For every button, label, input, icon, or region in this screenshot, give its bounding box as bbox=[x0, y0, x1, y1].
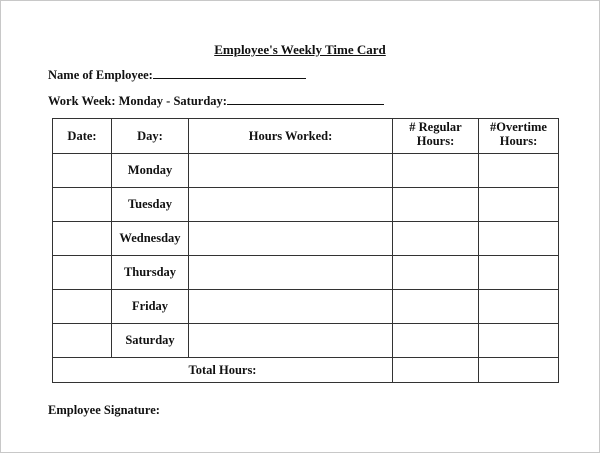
table-row bbox=[53, 290, 559, 324]
overtime-hours-cell[interactable] bbox=[479, 154, 559, 188]
day-cell: Saturday bbox=[112, 324, 189, 358]
hours-worked-cell[interactable] bbox=[189, 188, 393, 222]
date-cell[interactable] bbox=[53, 188, 112, 222]
hours-worked-cell[interactable] bbox=[189, 222, 393, 256]
regular-hours-cell[interactable] bbox=[393, 188, 479, 222]
day-cell: Thursday bbox=[112, 256, 189, 290]
date-cell[interactable] bbox=[53, 256, 112, 290]
header-regular-line1: # Regular bbox=[409, 120, 462, 134]
date-cell[interactable] bbox=[53, 290, 112, 324]
day-cell: Tuesday bbox=[112, 188, 189, 222]
overtime-hours-cell[interactable] bbox=[479, 188, 559, 222]
table-row bbox=[53, 256, 559, 290]
day-cell: Wednesday bbox=[112, 222, 189, 256]
regular-hours-cell[interactable] bbox=[393, 256, 479, 290]
date-cell[interactable] bbox=[53, 324, 112, 358]
header-day: Day: bbox=[112, 119, 189, 154]
header-regular-line2: Hours: bbox=[416, 134, 455, 148]
header-overtime-hours bbox=[479, 119, 559, 154]
overtime-hours-cell[interactable] bbox=[479, 290, 559, 324]
table-row bbox=[53, 154, 559, 188]
total-overtime-hours-cell[interactable] bbox=[479, 358, 559, 383]
regular-hours-cell[interactable] bbox=[393, 222, 479, 256]
table-row bbox=[53, 188, 559, 222]
header-regular-hours bbox=[393, 119, 479, 154]
employee-name-label: Name of Employee: bbox=[48, 68, 153, 82]
employee-name-field bbox=[48, 67, 306, 83]
regular-hours-cell[interactable] bbox=[393, 290, 479, 324]
total-row bbox=[53, 358, 559, 383]
overtime-hours-cell[interactable] bbox=[479, 256, 559, 290]
work-week-field bbox=[48, 93, 384, 109]
employee-signature-label: Employee Signature: bbox=[48, 403, 160, 417]
hours-worked-cell[interactable] bbox=[189, 290, 393, 324]
regular-hours-cell[interactable] bbox=[393, 324, 479, 358]
hours-worked-cell[interactable] bbox=[189, 154, 393, 188]
header-overtime-line2: Hours: bbox=[499, 134, 538, 148]
table-row bbox=[53, 324, 559, 358]
header-hours-worked: Hours Worked: bbox=[189, 119, 393, 154]
day-cell: Friday bbox=[112, 290, 189, 324]
total-hours-label: Total Hours: bbox=[53, 358, 393, 383]
table-row bbox=[53, 222, 559, 256]
employee-name-line[interactable] bbox=[153, 67, 306, 79]
work-week-line[interactable] bbox=[227, 93, 384, 105]
hours-worked-cell[interactable] bbox=[189, 256, 393, 290]
overtime-hours-cell[interactable] bbox=[479, 222, 559, 256]
header-overtime-line1: #Overtime bbox=[490, 120, 547, 134]
date-cell[interactable] bbox=[53, 222, 112, 256]
hours-worked-cell[interactable] bbox=[189, 324, 393, 358]
date-cell[interactable] bbox=[53, 154, 112, 188]
time-card-table bbox=[52, 118, 559, 383]
regular-hours-cell[interactable] bbox=[393, 154, 479, 188]
header-row bbox=[53, 119, 559, 154]
day-cell: Monday bbox=[112, 154, 189, 188]
work-week-label: Work Week: Monday - Saturday: bbox=[48, 94, 227, 108]
header-date: Date: bbox=[53, 119, 112, 154]
form-title: Employee's Weekly Time Card bbox=[214, 42, 386, 57]
total-regular-hours-cell[interactable] bbox=[393, 358, 479, 383]
overtime-hours-cell[interactable] bbox=[479, 324, 559, 358]
